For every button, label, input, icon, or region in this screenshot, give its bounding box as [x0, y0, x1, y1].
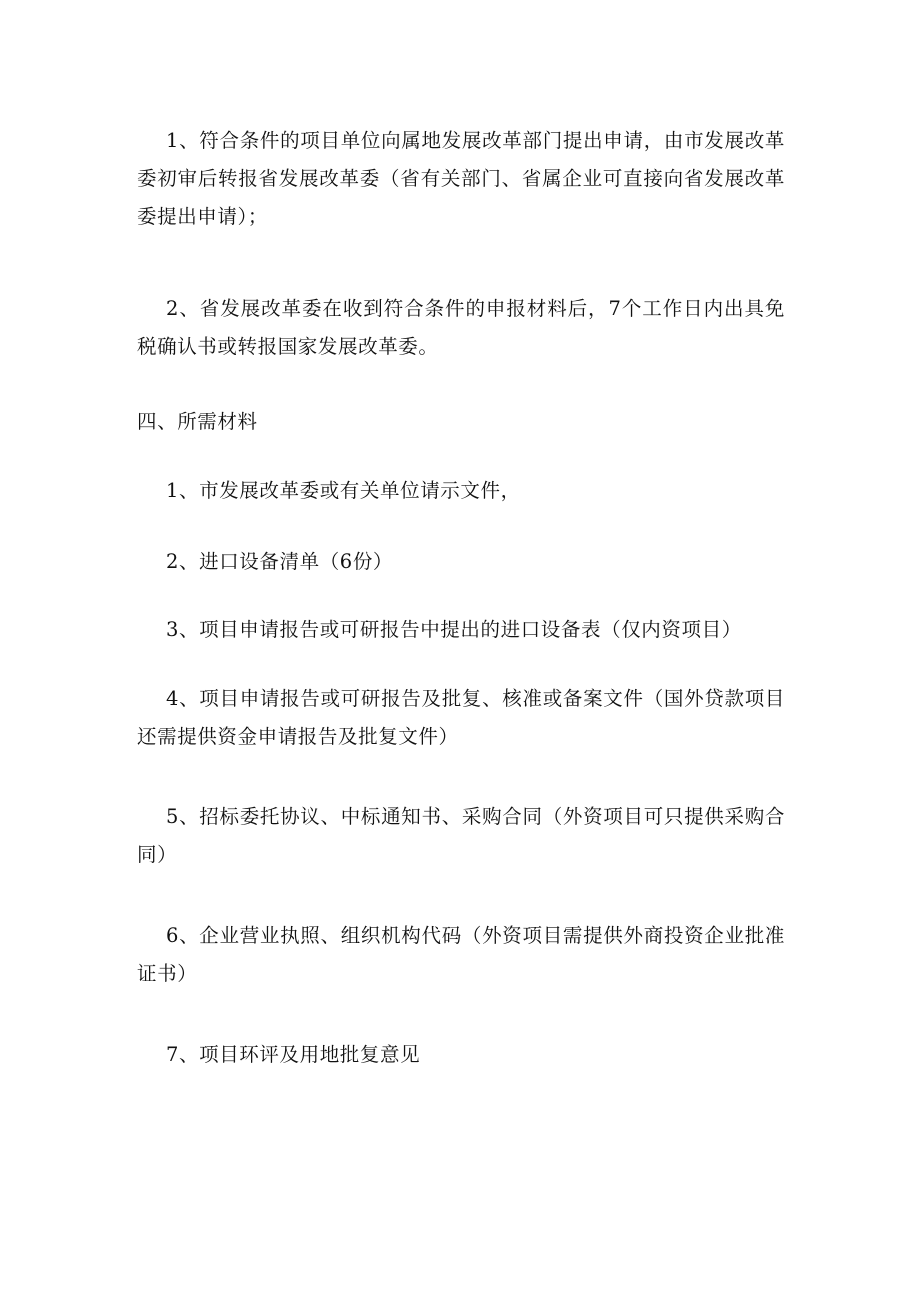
procedure-step-2: 2、省发展改革委在收到符合条件的申报材料后，7个工作日内出具免税确认书或转报国家发展改革委。 [137, 297, 785, 358]
material-item-6: 6、企业营业执照、组织机构代码（外资项目需提供外商投资企业批准证书） [137, 924, 785, 985]
material-item-3: 3、项目申请报告或可研报告中提出的进口设备表（仅内资项目） [166, 618, 742, 641]
material-item-1: 1、市发展改革委或有关单位请示文件， [166, 479, 521, 502]
material-item-7: 7、项目环评及用地批复意见 [166, 1043, 421, 1066]
material-item-4: 4、项目申请报告或可研报告及批复、核准或备案文件（国外贷款项目还需提供资金申请报告及批复文件） [137, 687, 785, 748]
section-heading-required-materials: 四、所需材料 [137, 410, 258, 433]
material-item-2: 2、进口设备清单（6份） [166, 550, 394, 573]
procedure-step-1: 1、符合条件的项目单位向属地发展改革部门提出申请，由市发展改革委初审后转报省发展改革委（省有关部门、省属企业可直接向省发展改革委提出申请）； [137, 129, 785, 228]
material-item-5: 5、招标委托协议、中标通知书、采购合同（外资项目可只提供采购合同） [137, 805, 785, 866]
